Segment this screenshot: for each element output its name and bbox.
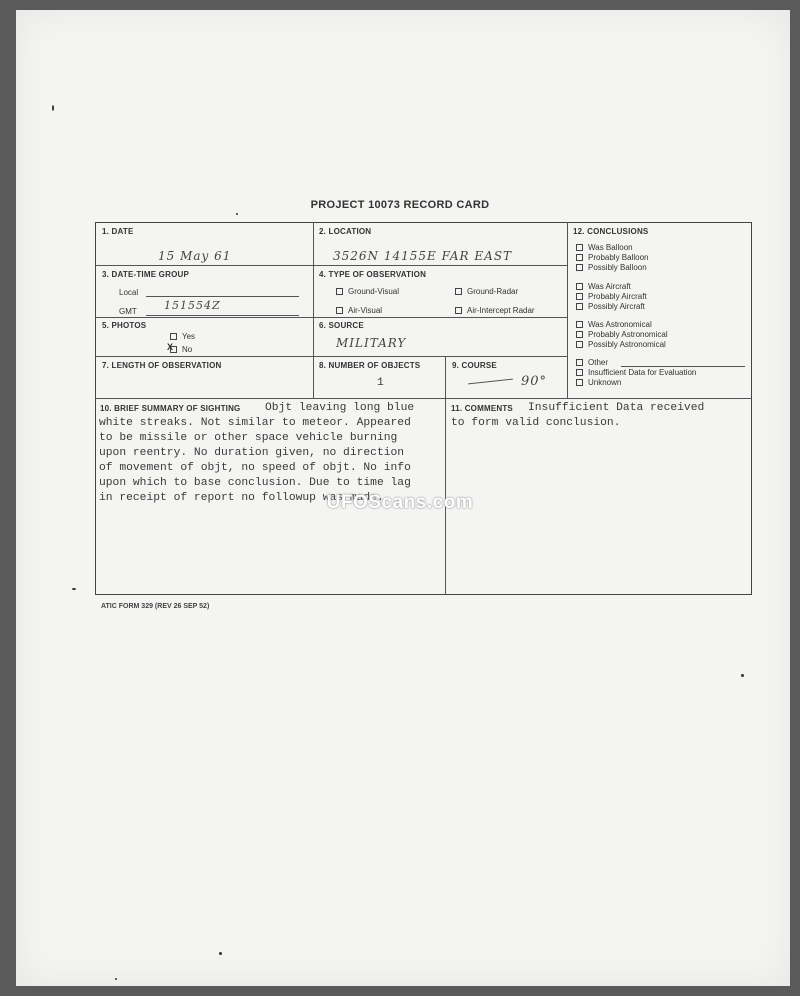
conclusion-unknown: Unknown [576,378,621,388]
comments-line: Insufficient Data received [528,402,705,414]
checkbox-icon [455,288,462,295]
divider [95,398,752,399]
num-objects-label: 8. NUMBER OF OBJECTS [319,361,421,370]
comments-label: 11. COMMENTS [451,404,513,413]
checkbox-icon [455,307,462,314]
obs-type-label: 4. TYPE OF OBSERVATION [319,270,427,279]
source-label: 6. SOURCE [319,321,364,330]
gmt-value: 151554Z [164,299,221,312]
checkbox-icon [576,254,583,261]
scan-speck [52,105,54,111]
gmt-line [146,315,299,316]
photos-yes: Yes [170,332,195,341]
checkbox-icon [576,369,583,376]
num-objects-value: 1 [377,377,384,389]
summary-line: upon which to base conclusion. Due to time lag [99,477,411,489]
location-value: 3526N 14155E FAR EAST [333,249,513,263]
scan-speck [741,674,744,677]
scan-speck [236,213,238,215]
course-value: 90° [521,374,548,389]
divider [313,222,314,398]
divider [95,356,567,357]
conclusions-label: 12. CONCLUSIONS [573,227,649,236]
scan-speck [72,588,76,590]
conclusion-was-balloon: Was Balloon [576,243,633,253]
checkbox-icon [576,379,583,386]
scan-speck [115,978,117,980]
summary-label: 10. BRIEF SUMMARY OF SIGHTING [100,404,241,413]
other-line [621,366,745,367]
divider [567,222,568,398]
length-label: 7. LENGTH OF OBSERVATION [102,361,222,370]
obs-air-intercept-radar: Air-Intercept Radar [455,306,535,315]
checkbox-icon [576,359,583,366]
checkbox-icon [576,341,583,348]
gmt-label: GMT [119,307,137,316]
checkbox-icon [576,331,583,338]
summary-line: in receipt of report no followup was made. [99,492,384,504]
summary-line: Objt leaving long blue [265,402,415,414]
conclusion-possibly-aircraft: Possibly Aircraft [576,302,645,312]
checkbox-icon [170,333,177,340]
conclusion-probably-aircraft: Probably Aircraft [576,292,647,302]
photos-no: No [170,345,192,354]
divider [445,356,446,398]
checkbox-icon [576,283,583,290]
photos-label: 5. PHOTOS [102,321,147,330]
date-value: 15 May 61 [158,249,232,263]
conclusion-possibly-astronomical: Possibly Astronomical [576,340,666,350]
divider [95,317,567,318]
checkbox-icon [576,303,583,310]
divider [95,265,567,266]
obs-ground-visual: Ground-Visual [336,287,399,296]
summary-line: upon reentry. No duration given, no direction [99,447,405,459]
checkbox-icon [576,321,583,328]
dtg-label: 3. DATE-TIME GROUP [102,270,190,279]
local-label: Local [119,288,139,297]
checkbox-icon [336,288,343,295]
source-value: MILITARY [336,336,407,350]
obs-ground-radar: Ground-Radar [455,287,518,296]
checkbox-icon [576,293,583,300]
conclusion-was-astronomical: Was Astronomical [576,320,652,330]
conclusion-was-aircraft: Was Aircraft [576,282,631,292]
summary-line: to be missile or other space vehicle burning [99,432,398,444]
conclusion-insufficient-data: Insufficient Data for Evaluation [576,368,696,378]
conclusion-probably-balloon: Probably Balloon [576,253,648,263]
card-title: PROJECT 10073 RECORD CARD [310,199,490,211]
watermark: UFOScans.com [326,492,474,513]
conclusion-other: Other [576,358,608,368]
scan-speck [219,952,222,955]
conclusion-probably-astronomical: Probably Astronomical [576,330,668,340]
checkbox-icon [576,244,583,251]
photos-no-mark: X [167,342,174,352]
summary-line: white streaks. Not similar to meteor. Appeared [99,417,411,429]
form-footer: ATIC FORM 329 (REV 26 SEP 52) [101,603,210,610]
local-line [146,296,299,297]
checkbox-icon [576,264,583,271]
course-label: 9. COURSE [452,361,497,370]
comments-line: to form valid conclusion. [451,417,621,429]
conclusion-possibly-balloon: Possibly Balloon [576,263,647,273]
summary-line: of movement of objt, no speed of objt. No info [99,462,411,474]
date-label: 1. DATE [102,227,134,236]
location-label: 2. LOCATION [319,227,372,236]
checkbox-icon [336,307,343,314]
obs-air-visual: Air-Visual [336,306,382,315]
